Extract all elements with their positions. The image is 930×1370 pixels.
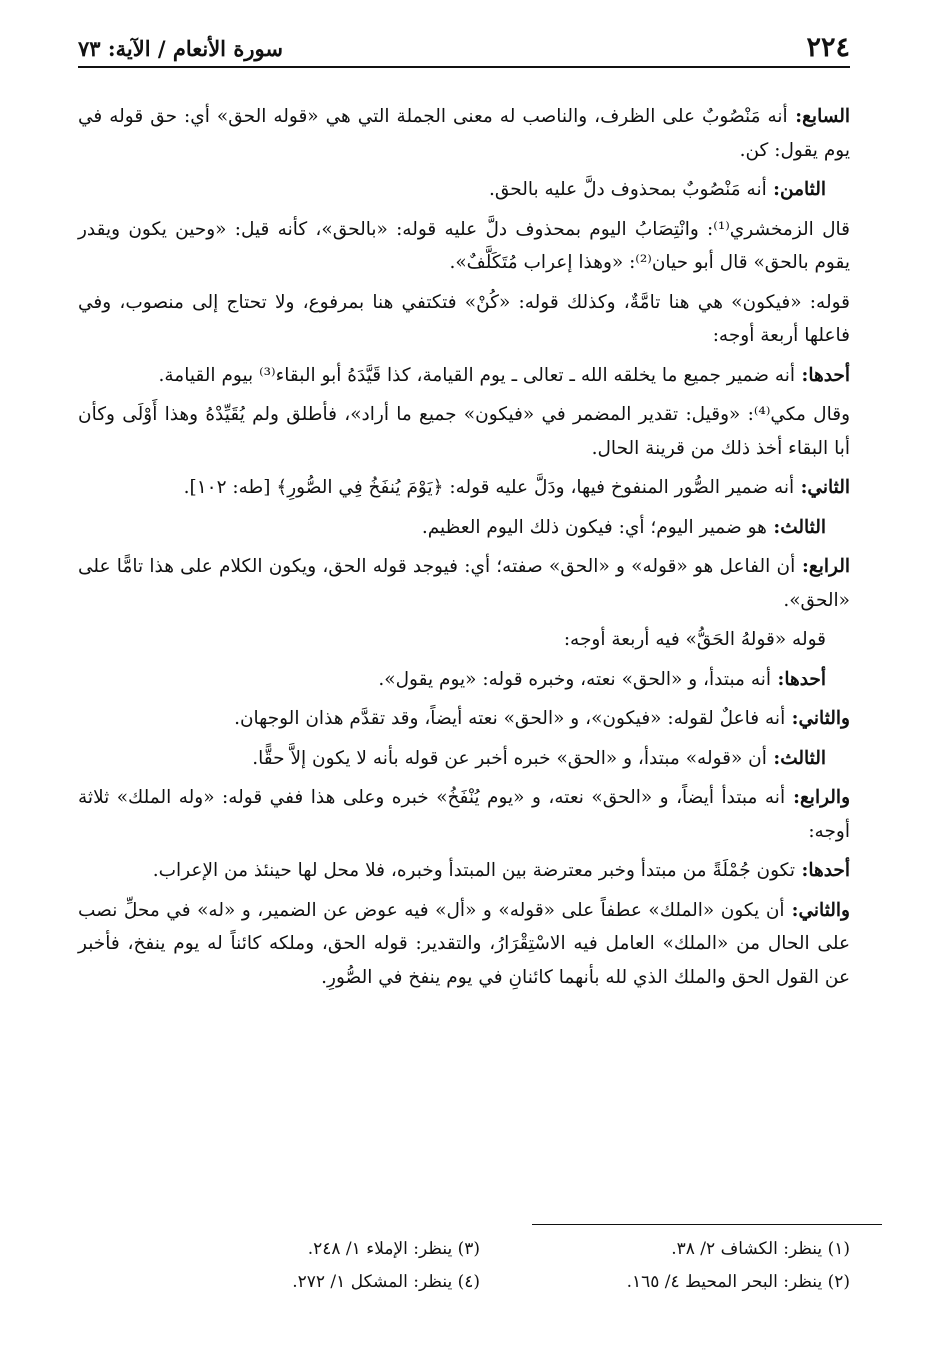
paragraph-text: تكون جُمْلَةً من مبتدأ وخبر معترضة بين المبتدأ وخبره، فلا محل لها حينئذ من الإعراب. <box>152 860 796 881</box>
paragraph <box>78 213 850 280</box>
paragraph <box>78 471 850 505</box>
paragraph <box>78 781 850 848</box>
paragraph-lead: الثالث: <box>766 516 826 538</box>
header-rule <box>78 66 850 68</box>
paragraph <box>78 742 850 776</box>
paragraph-text: أنه مَنْصُوبٌ على الظرف، والناصب له معنى الجملة التي هي «قوله الحق» أي: حق قوله في يوم يقول: كن. <box>78 106 850 161</box>
paragraph-text: أنه مبتدأ أيضاً، و «الحق» نعته، و «يوم يُنْفَخُ» خبره وعلى هذا ففي قوله: «وله الملك» ثلاثة أوجه: <box>78 787 850 842</box>
paragraph-text: أن الفاعل هو «قوله» و «الحق» صفته؛ أي: فيوجد قوله الحق، ويكون الكلام على هذا تامًّا على «الحق». <box>78 556 850 611</box>
paragraph-lead: أحدها: <box>795 860 850 881</box>
paragraph-lead: والثاني: <box>784 899 850 921</box>
paragraph-lead: السابع: <box>787 106 850 127</box>
paragraph-text: قال الزمخشري⁽¹⁾: وانْتِصَابُ اليوم بمحذوف دلَّ عليه قوله: «بالحق»، كأنه قيل: «وحين يكون ويقدر يقوم بالحق» قال أبو حيان⁽²⁾: «وهذا إعراب مُتَكَلَّفٌ». <box>78 218 851 273</box>
paragraph-lead: الثالث: <box>766 747 826 769</box>
paragraph <box>78 550 850 617</box>
paragraph-text: وقال مكي⁽⁴⁾: «وقيل: تقدير المضمر في «فيكون» جميع ما أراد»، فأطلق ولم يُقَيِّدْهُ وهذا أَوْلَى وكأن أبا البقاء أخذ ذلك من قرينة الحال. <box>78 404 850 459</box>
paragraph-lead: أحدها: <box>795 364 850 386</box>
paragraph-lead: الثاني: <box>794 477 850 498</box>
footnotes <box>170 1236 850 1295</box>
paragraph-text: أنه ضمير الصُّور المنفوخ فيها، ودَلَّ عليه قوله: ﴿يَوْمَ يُنفَخُ فِي الصُّورِ﴾ [طه: ١٠٢]. <box>183 477 795 498</box>
footnote-separator <box>532 1224 882 1225</box>
paragraph-lead: أحدها: <box>771 668 826 690</box>
paragraph <box>78 511 850 545</box>
footnote-3: (٣) ينظر: الإملاء ١/ ٢٤٨. <box>307 1239 480 1259</box>
paragraph-lead: والثاني: <box>785 708 850 729</box>
main-text <box>78 100 850 994</box>
paragraph-text: أن يكون «الملك» عطفاً على «قوله» و «أل» فيه عوض عن الضمير، و «له» في محلِّ نصب على الحال من «الملك» العامل فيه الاسْتِقْرَارُ، والتقدير: قوله الحق، وملكه كائناً له يوم ينفخ، فأخبر عن القول الحق والملك الذي لله بأنهما كائنانِ في يوم ينفخ في الصُّورِ. <box>78 899 850 988</box>
paragraph <box>78 359 850 393</box>
paragraph <box>78 286 850 353</box>
paragraph <box>78 100 850 167</box>
paragraph-text: أنه مَنْصُوبٌ بمحذوف دلَّ عليه بالحق. <box>488 179 767 200</box>
paragraph-text: أنه فاعلٌ لقوله: «فيكون»، و «الحق» نعته أيضاً، وقد تقدَّم هذان الوجهان. <box>234 708 786 729</box>
paragraph <box>78 398 850 465</box>
footnote-1: (١) ينظر: الكشاف ٢/ ٣٨. <box>671 1239 850 1259</box>
page-number: ٢٢٤ <box>806 32 850 63</box>
paragraph-lead: الرابع: <box>795 556 850 577</box>
paragraph-lead: والرابع: <box>785 787 851 808</box>
paragraph <box>78 702 850 736</box>
running-header <box>78 30 850 70</box>
paragraph <box>78 663 850 697</box>
paragraph <box>78 854 850 888</box>
paragraph-text: قوله «قولهُ الحَقُّ» فيه أربعة أوجه: <box>563 629 826 650</box>
paragraph-text: قوله: «فيكون» هي هنا تامَّةٌ، وكذلك قوله: «كُنْ» فتكتفي هنا بمرفوع، ولا تحتاج إلى منصوب، وفي فاعلها أربعة أوجه: <box>78 291 850 346</box>
paragraph-lead: الثامن: <box>766 179 826 200</box>
footnote-2: (٢) ينظر: البحر المحيط ٤/ ١٦٥. <box>626 1272 850 1292</box>
running-title: سورة الأنعام / الآية: ٧٣ <box>78 36 283 61</box>
paragraph-text: أنه ضمير جميع ما يخلقه الله ـ تعالى ـ يوم القيامة، كذا قَيَّدَهُ أبو البقاء⁽³⁾ بيوم القيامة. <box>158 364 796 386</box>
paragraph-text: هو ضمير اليوم؛ أي: فيكون ذلك اليوم العظيم. <box>421 516 767 538</box>
paragraph <box>78 173 850 207</box>
paragraph-text: أن «قوله» مبتدأ، و «الحق» خبره أخبر عن قوله بأنه لا يكون إلاَّ حقًّا. <box>252 747 767 769</box>
paragraph <box>78 894 850 995</box>
footnote-4: (٤) ينظر: المشكل ١/ ٢٧٢. <box>292 1272 480 1292</box>
paragraph-text: أنه مبتدأ، و «الحق» نعته، وخبره قوله: «يوم يقول». <box>378 668 772 690</box>
paragraph <box>78 623 850 657</box>
